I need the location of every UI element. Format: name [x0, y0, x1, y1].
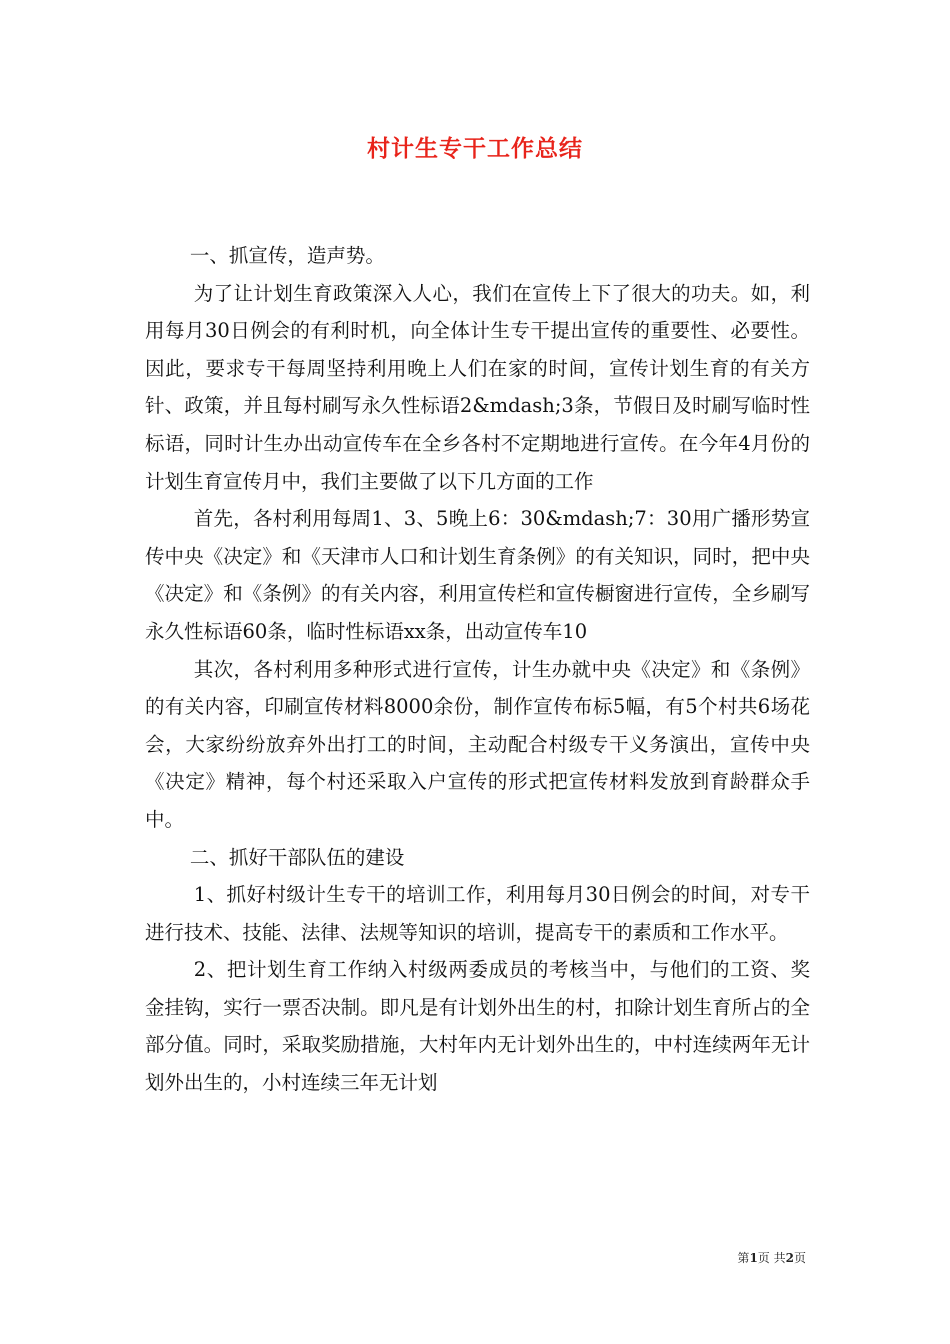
document-body	[145, 237, 810, 1102]
paragraph: 2、把计划生育工作纳入村级两委成员的考核当中，与他们的工资、奖金挂钩，实行一票否决制。即凡是有计划外出生的村，扣除计划生育所占的全部分值。同时，采取奖励措施，大村年内无计划外出生的，中村连续两年无计划外出生的，小村连续三年无计划	[145, 958, 810, 1095]
section-heading-2: 二、抓好干部队伍的建设	[189, 845, 405, 869]
paragraph: 为了让计划生育政策深入人心，我们在宣传上下了很大的功夫。如，利用每月30日例会的有利时机，向全体计生专干提出宣传的重要性、必要性。因此，要求专干每周坚持利用晚上人们在家的时间，宣传计划生育的有关方针、政策，并且每村刷写永久性标语2&mdash;3条，节假日及时刷写临时性标语，同时计生办出动宣传车在全乡各村不定期地进行宣传。在今年4月份的计划生育宣传月中，我们主要做了以下几方面的工作	[145, 281, 810, 493]
paragraph: 首先，各村利用每周1、3、5晚上6：30&mdash;7：30用广播形势宣传中央《决定》和《天津市人口和计划生育条例》的有关知识，同时，把中央《决定》和《条例》的有关内容，利用宣传栏和宣传橱窗进行宣传，全乡刷写永久性标语60条，临时性标语xx条，出动宣传车10	[145, 507, 810, 643]
footer-total-pages: 2	[785, 1251, 794, 1265]
footer-prefix: 第	[737, 1251, 750, 1265]
footer-suffix: 页	[793, 1251, 806, 1265]
page-footer	[737, 1250, 806, 1266]
paragraph: 其次，各村利用多种形式进行宣传，计生办就中央《决定》和《条例》的有关内容，印刷宣传材料8000余份，制作宣传布标5幅，有5个村共6场花会，大家纷纷放弃外出打工的时间，主动配合村级专干义务演出，宣传中央《决定》精神，每个村还采取入户宣传的形式把宣传材料发放到育龄群众手中。	[145, 657, 810, 831]
footer-middle: 页 共	[757, 1251, 786, 1265]
footer-current-page: 1	[749, 1251, 758, 1265]
paragraph: 1、抓好村级计生专干的培训工作，利用每月30日例会的时间，对专干进行技术、技能、法律、法规等知识的培训，提高专干的素质和工作水平。	[145, 883, 810, 944]
section-heading-1: 一、抓宣传，造声势。	[189, 244, 385, 267]
document-title: 村计生专干工作总结	[367, 136, 583, 162]
